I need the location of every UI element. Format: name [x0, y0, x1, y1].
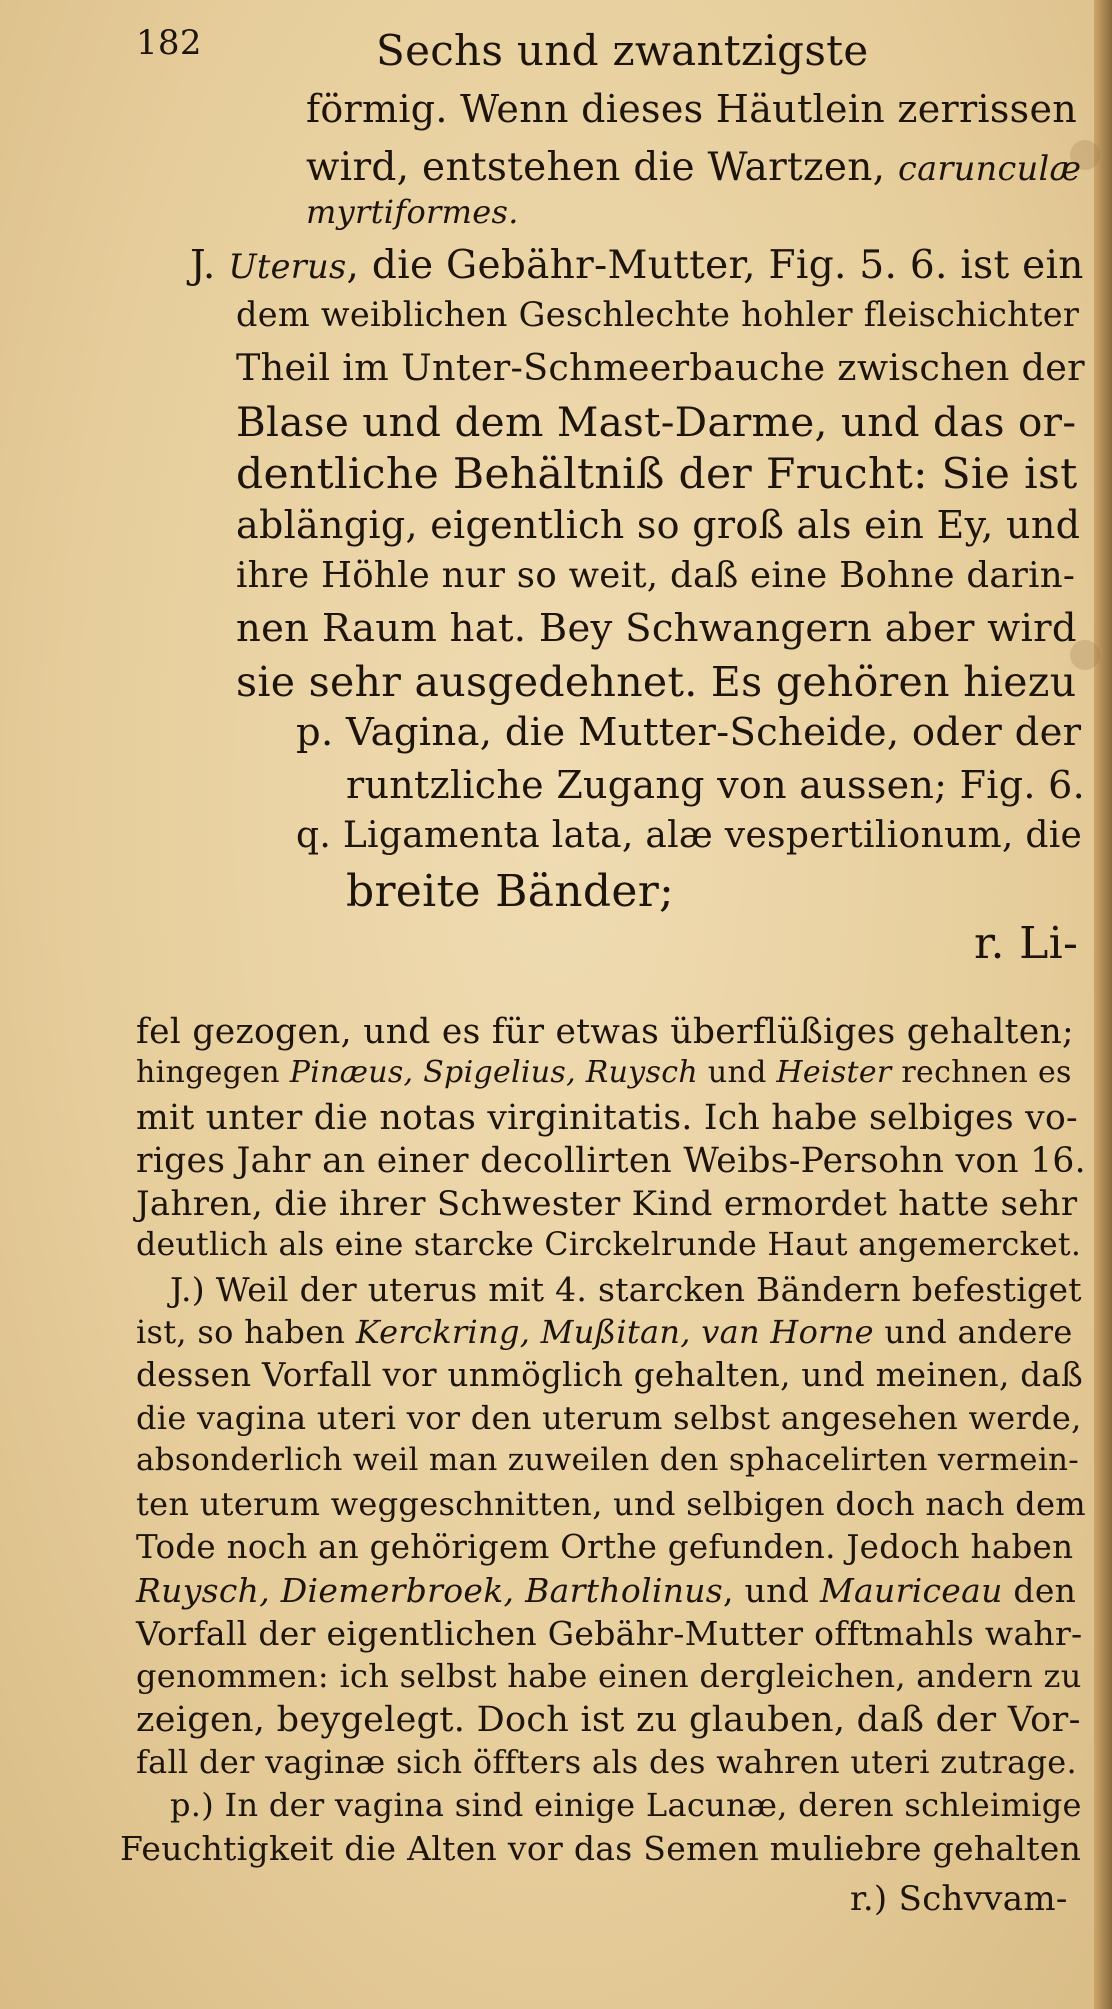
text-line: dessen Vorfall vor unmöglich gehalten, und meinen, daß — [136, 1356, 1084, 1394]
text-line: p. Vagina, die Mutter-Scheide, oder der — [296, 710, 1082, 755]
author-names: Ruysch, Diemerbroek, Bartholinus — [136, 1571, 724, 1610]
text-line: sie sehr ausgedehnet. Es gehören hiezu — [236, 658, 1077, 706]
text-line: zeigen, beygelegt. Doch ist zu glauben, daß der Vor- — [136, 1700, 1081, 1740]
text-line: förmig. Wenn dieses Häutlein zerrissen — [306, 87, 1078, 131]
latin-term: carunculæ — [898, 149, 1082, 188]
text-line: fel gezogen, und es für etwas überflüßiges gehalten; — [136, 1012, 1074, 1052]
text-line: Vorfall der eigentlichen Gebähr-Mutter offtmahls wahr- — [136, 1614, 1083, 1653]
text-line: Jahren, die ihrer Schwester Kind ermordet hatte sehr — [136, 1184, 1078, 1224]
author-names: Heister — [776, 1055, 892, 1090]
text-line: genommen: ich selbst habe einen dergleichen, andern zu — [136, 1657, 1082, 1695]
text-line: p.) In der vagina sind einige Lacunæ, deren schleimige — [170, 1786, 1082, 1824]
text-line: ten uterum weggeschnitten, und selbigen doch nach dem — [136, 1485, 1086, 1523]
text-line: ihre Höhle nur so weit, daß eine Bohne darin- — [236, 555, 1076, 596]
divider — [120, 975, 1060, 977]
text-line: dem weiblichen Geschlechte hohler fleischichter — [236, 295, 1080, 334]
page-edge — [1094, 0, 1112, 2009]
text-line: myrtiformes. — [306, 193, 519, 231]
text-line: J. Uterus, die Gebähr-Mutter, Fig. 5. 6. ist ein — [190, 243, 1084, 288]
author-names: Kerckring, Mußitan, van Horne — [355, 1313, 874, 1351]
text-line: J.) Weil der uterus mit 4. starcken Bändern befestiget — [170, 1270, 1082, 1309]
text-line: breite Bänder; — [346, 866, 675, 917]
text-line: deutlich als eine starcke Circkelrunde Haut angemercket. — [136, 1227, 1082, 1263]
text-line: Tode noch an gehörigem Orthe gefunden. Jedoch haben — [136, 1528, 1074, 1566]
text-line: ist, so haben Kerckring, Mußitan, van Horne und andere — [136, 1313, 1073, 1351]
text-line: ablängig, eigentlich so groß als ein Ey, und — [236, 503, 1081, 547]
text-line: riges Jahr an einer decollirten Weibs-Persohn von 16. — [136, 1141, 1086, 1181]
page-number: 182 — [136, 23, 202, 63]
text-line: hingegen Pinæus, Spigelius, Ruysch und Heister rechnen es — [136, 1055, 1072, 1090]
text-line: Ruysch, Diemerbroek, Bartholinus, und Mauriceau den — [136, 1571, 1077, 1610]
text-line: runtzliche Zugang von aussen; Fig. 6. — [346, 763, 1085, 807]
text-line: absonderlich weil man zuweilen den sphacelirten vermein- — [136, 1442, 1080, 1478]
catchword: r. Li- — [974, 918, 1079, 969]
text-line: fall der vaginæ sich öffters als des wahren uteri zutrage. — [136, 1743, 1078, 1781]
running-title: Sechs und zwantzigste — [376, 26, 869, 75]
text-line: nen Raum hat. Bey Schwangern aber wird — [236, 606, 1077, 651]
text-line: Blase und dem Mast-Darme, und das or- — [236, 398, 1077, 446]
text-line: wird, entstehen die Wartzen, carunculæ — [306, 145, 1082, 190]
text-line: Theil im Unter-Schmeerbauche zwischen der — [236, 346, 1085, 389]
text-line: Feuchtigkeit die Alten vor das Semen muliebre gehalten — [120, 1829, 1082, 1868]
author-names: Pinæus, Spigelius, Ruysch — [289, 1055, 698, 1090]
text-line: mit unter die notas virginitatis. Ich habe selbiges vo- — [136, 1098, 1078, 1138]
text-line: die vagina uteri vor den uterum selbst angesehen werde, — [136, 1399, 1082, 1437]
text-line: dentliche Behältniß der Frucht: Sie ist — [236, 450, 1078, 499]
author-names: Mauriceau — [819, 1571, 1003, 1610]
catchword: r.) Schvvam- — [850, 1879, 1068, 1919]
text-line: q. Ligamenta lata, alæ vespertilionum, die — [296, 815, 1083, 856]
latin-term: Uterus — [228, 247, 347, 286]
